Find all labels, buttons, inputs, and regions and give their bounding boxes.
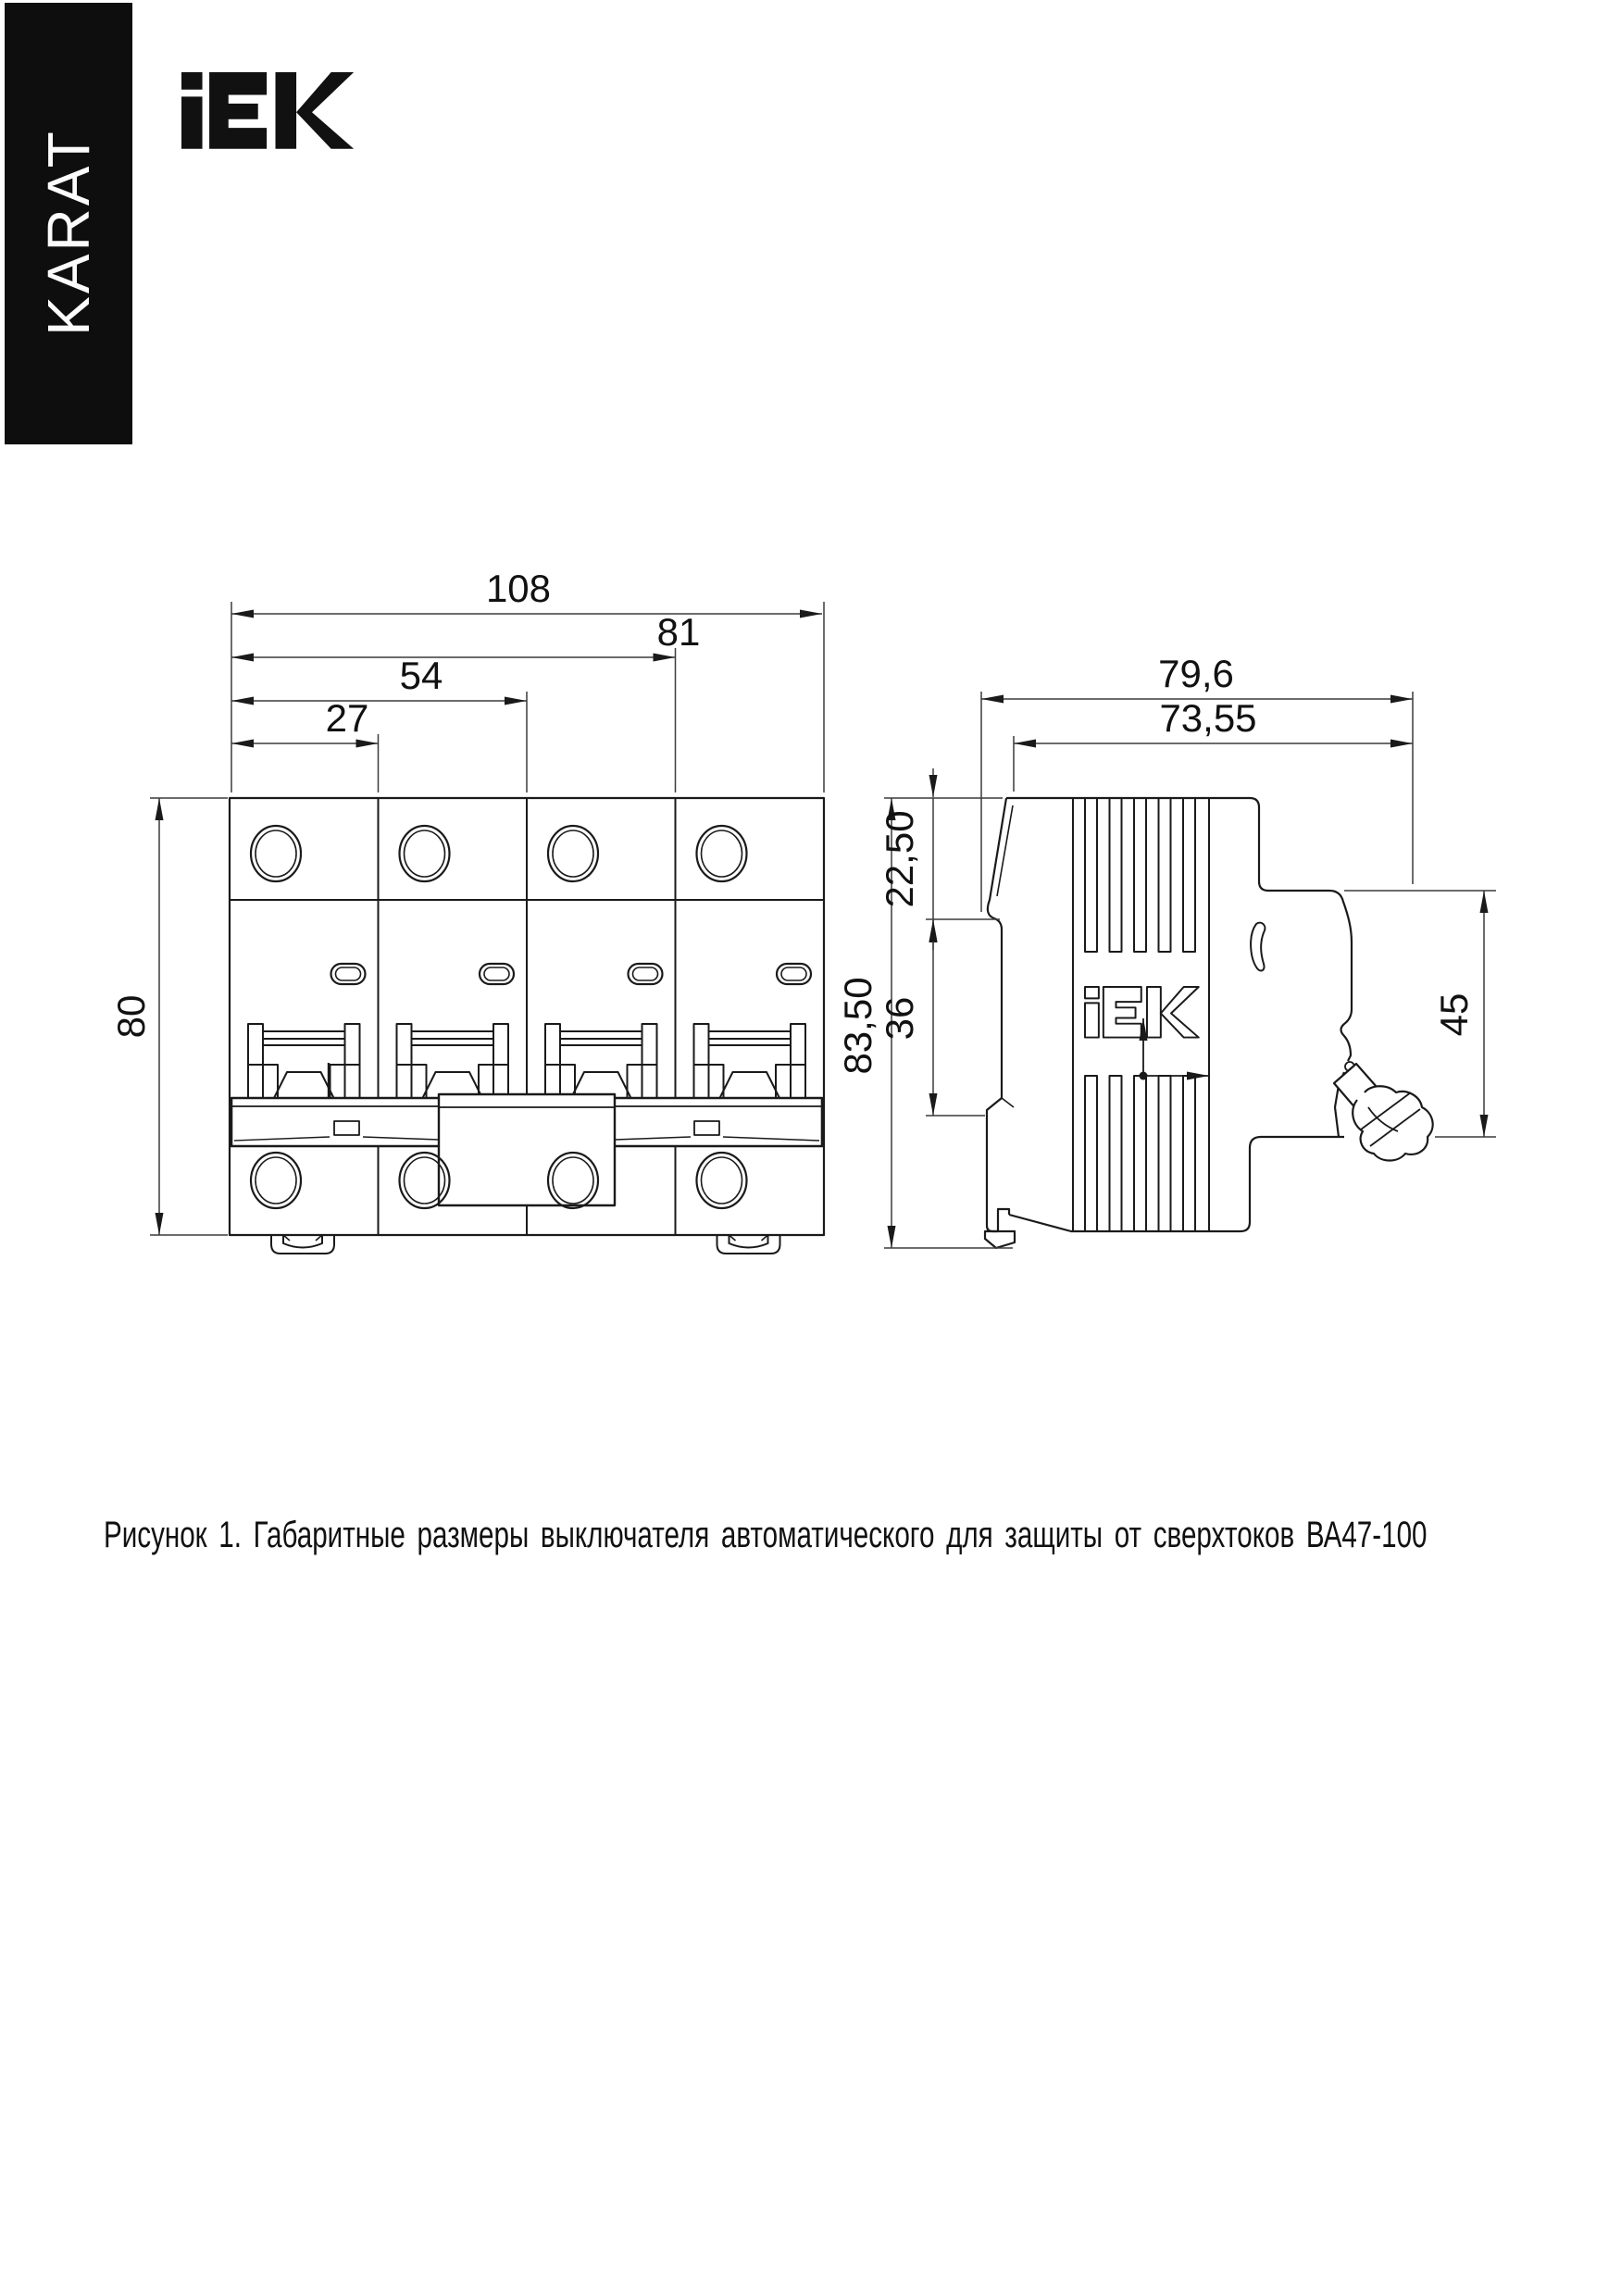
dim-side-front-face-height: 45 <box>1432 992 1476 1037</box>
dim-side-total-depth: 79,6 <box>1158 652 1234 695</box>
dim-front-width-3: 81 <box>656 610 701 654</box>
figure-caption: Рисунок 1. Габаритные размеры выключателя автоматического для защиты от сверхтоков ВА47-100 <box>104 1515 1428 1555</box>
front-view <box>230 798 824 1254</box>
label-window-slots <box>331 964 812 984</box>
din-clips-front <box>271 1235 780 1254</box>
terminal-screws-top <box>251 826 747 881</box>
iek-embossed-logo <box>1085 987 1199 1038</box>
dim-side-top-section: 22,50 <box>878 810 921 908</box>
toggle-lever-side <box>1334 1064 1433 1161</box>
central-gripper <box>439 1094 615 1205</box>
dim-front-width-2: 54 <box>399 654 443 697</box>
dim-side-total-height: 83,50 <box>836 977 879 1075</box>
dim-side-body-depth: 73,55 <box>1159 696 1257 740</box>
vent-ribs-lower <box>1085 1076 1195 1231</box>
dim-front-height: 80 <box>109 994 153 1039</box>
dim-front-total-width: 108 <box>485 567 552 610</box>
karat-brand-label: KARAT <box>35 129 102 336</box>
dim-side-mid-section: 36 <box>878 996 921 1041</box>
front-face-slot <box>1251 923 1265 971</box>
iek-logo <box>181 72 354 149</box>
side-view <box>985 798 1433 1248</box>
vent-ribs-upper <box>1085 798 1195 952</box>
dim-front-width-1: 27 <box>325 696 369 740</box>
breaker-side-outline <box>1006 798 1352 1231</box>
